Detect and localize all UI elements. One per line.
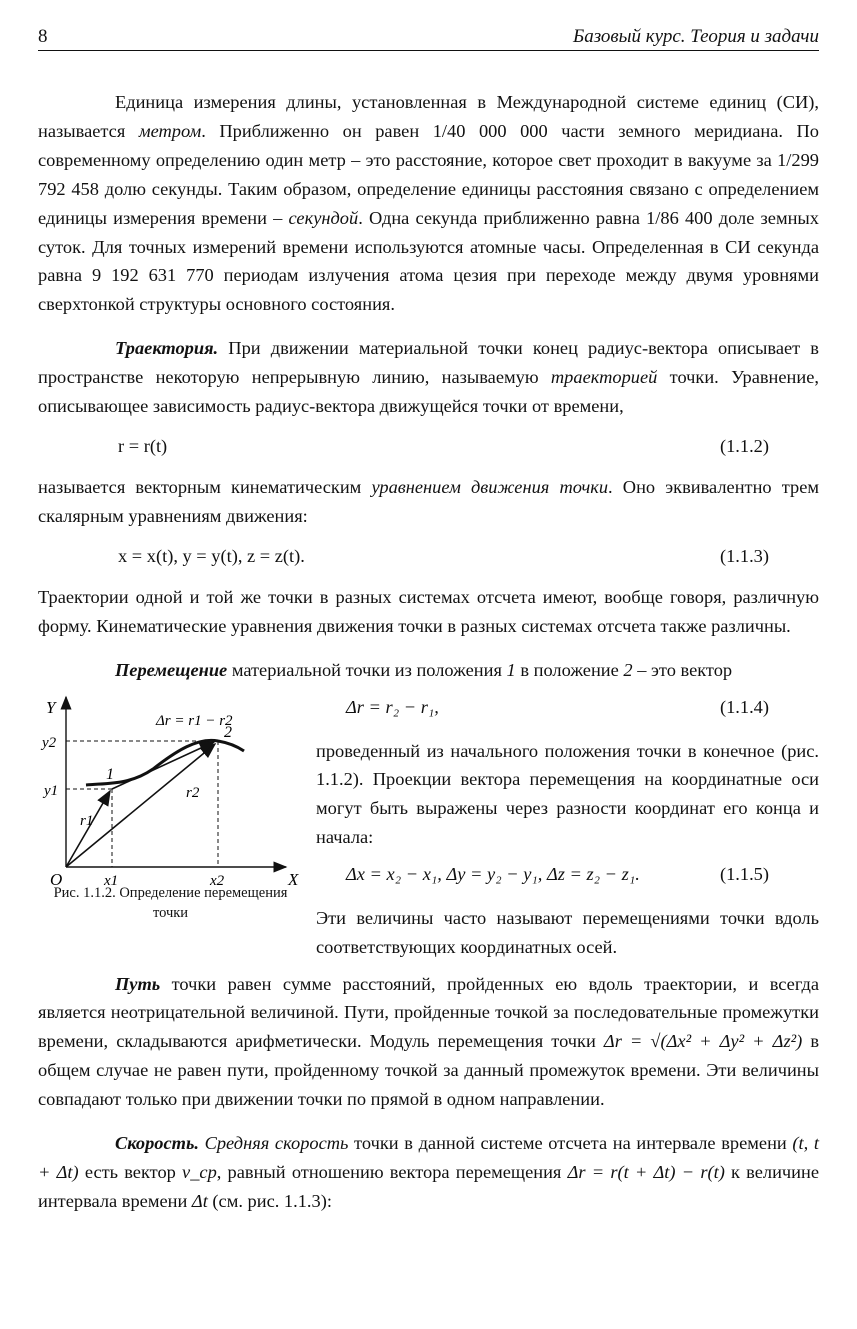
page-header xyxy=(38,20,819,51)
r1-vector xyxy=(66,791,110,867)
equation-formula: Δr = r₂ − r₁, xyxy=(346,696,439,717)
paragraph-trajectory: Траектория. При движении материальной точки конец радиус-вектора описывает в пространстве некоторую непрерывную линию, называемую траекторией точки. Уравнение, описывающее зависимость радиус-вектора движущейся точки от времени, xyxy=(38,338,819,417)
axis-label-x: X xyxy=(288,869,299,885)
equation-number: (1.1.2) xyxy=(719,435,769,456)
paragraph-frames: Траектории одной и той же точки в разных системах отсчета имеют, вообще говоря, различную форму. Кинематические уравнения движения точки в разных системах отсчета также различны. xyxy=(38,586,819,636)
point-label-1: 1 xyxy=(106,765,114,783)
running-title: Базовый курс. Теория и задачи xyxy=(573,26,819,47)
displacement-diagram xyxy=(38,685,303,885)
delta-r-vector xyxy=(112,742,214,789)
tick-label-y1: y1 xyxy=(44,782,59,799)
r2-vector xyxy=(66,744,215,867)
paragraph-si-units: Единица измерения длины, установленная в Международной системе единиц (СИ), называется метром. Приближенно он равен 1/40 000 000 части земного меридиана. По современному определению один метр – это расстояние, которое свет проходит в вакууме за 1/299 792 458 долю секунды. Таким образом, определение единицы расстояния связано с определением единицы измерения времени – секундой. Одна секунда приближенно равна 1/86 400 доле земных суток. Для точных измерений времени используются атомные часы. Определенная в СИ секунда равна 9 192 631 770 периодам излучения атома цезия при переходе между двумя уровнями сверхтонкой структуры основного состояния. xyxy=(38,92,819,315)
figure-row xyxy=(38,685,819,970)
paragraph-projections: проведенный из начального положения точки в конечное (рис. 1.1.2). Проекции вектора перемещения на координатные оси могут быть выражены через разности координат его конца и начала: xyxy=(316,740,819,848)
page-number: 8 xyxy=(38,26,48,47)
equation-formula: Δx = x₂ − x₁, Δy = y₂ − y₁, Δz = z₂ − z₁. xyxy=(346,864,640,885)
figure-1-1-2 xyxy=(38,685,303,970)
vector-label-delta-r: Δr = r1 − r2 xyxy=(156,712,233,729)
point-label-2: 2 xyxy=(224,723,232,741)
equation-formula: r = r(t) xyxy=(118,435,168,456)
figure-caption: Рис. 1.1.2. Определение перемещения точки xyxy=(53,884,288,921)
vector-label-r1: r1 xyxy=(80,812,94,829)
axis-label-y: Y xyxy=(46,697,56,717)
equation-formula: x = x(t), y = y(t), z = z(t). xyxy=(118,545,305,566)
paragraph-path: Путь точки равен сумме расстояний, пройденных ею вдоль траектории, и всегда является неотрицательной величиной. Пути, пройденные точкой за последовательные промежутки времени, складываются арифметически. Модуль перемещения точки Δr = √(Δx² + Δy² + Δz²) в общем случае не равен пути, пройденному точкой за данный промежуток времени. Эти величины совпадают только при движении точки по прямой в одном направлении. xyxy=(38,973,820,1110)
equation-number: (1.1.5) xyxy=(719,864,769,885)
paragraph-vector-equation: называется векторным кинематическим уравнением движения точки. Оно эквивалентно трем скалярным уравнениям движения: xyxy=(38,476,820,526)
equation-number: (1.1.3) xyxy=(719,545,769,566)
equation-1-1-4 xyxy=(316,691,819,723)
vector-label-r2: r2 xyxy=(186,784,200,801)
equation-1-1-2 xyxy=(38,431,819,461)
origin-label: O xyxy=(50,869,63,885)
paragraph-axis-displacements: Эти величины часто называют перемещениями точки вдоль соответствующих координатных осей. xyxy=(316,908,819,958)
tick-label-y2: y2 xyxy=(42,734,57,751)
displacement-modulus-formula: Δr = √(Δx² + Δy² + Δz²) xyxy=(603,1031,803,1052)
tick-label-x2: x2 xyxy=(210,872,225,885)
equation-1-1-3 xyxy=(38,541,819,571)
paragraph-displacement: Перемещение материальной точки из положения 1 в положение 2 – это вектор xyxy=(115,659,733,680)
page-body xyxy=(38,88,819,1216)
equation-1-1-5 xyxy=(316,858,819,890)
figure-side-text xyxy=(316,685,819,962)
paragraph-velocity: Скорость. Средняя скорость точки в данной системе отсчета на интервале времени (t, t + Δt) есть вектор v_ср, равный отношению вектора перемещения Δr = r(t + Δt) − r(t) к величине интервала времени Δt (см. рис. 1.1.3): xyxy=(38,1133,820,1211)
equation-number: (1.1.4) xyxy=(719,696,769,717)
tick-label-x1: x1 xyxy=(104,872,119,885)
